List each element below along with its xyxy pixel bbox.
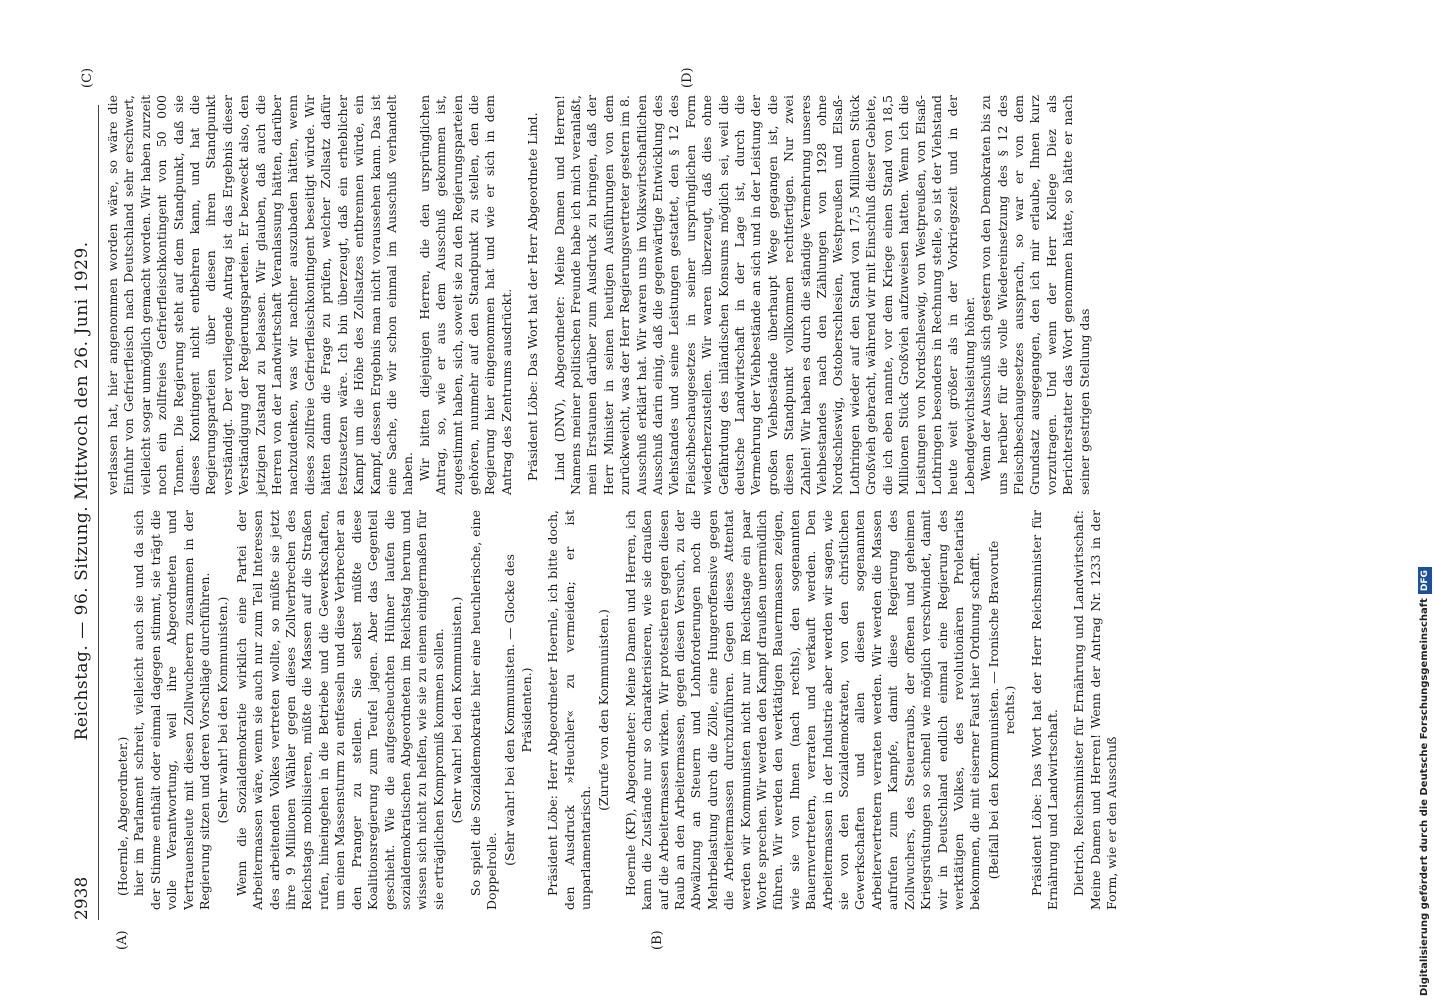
dfg-logo-badge: DFG — [1418, 567, 1432, 594]
text-paragraph: Wenn die Sozialdemokratie wirklich eine Partei der Arbeitermassen wäre, wenn sie auch nur zum Teil Interessen des arbeitenden Volkes vertreten wollte, so müßte sie jetzt ihre 9 Millionen Wähler gegen dieses Zollverbrechen des Reichstags mobilisieren, müßte die Massen auf die Straßen rufen, hineingehen in die Betriebe und die Gewerkschaften, um einen Massensturm zu entfesseln und diese Verbrecher an den Pranger zu stellen. Sie selbst müßte diese Koalitionsregierung zum Teufel jagen. Aber das Gegenteil geschieht. Wie die aufgescheuchten Hühner laufen die sozialdemokratischen Abgeordneten im Reichstag herum und wissen sich nicht zu helfen, wie sie zu einem einigermaßen für sie erträglichen Kompromiß kommen sollen. — [233, 510, 446, 910]
dfg-notice-text — [1418, 6, 1432, 996]
dfg-text: Digitalisierung gefördert durch die Deutsche Forschungsgemeinschaft — [1419, 598, 1430, 996]
margin-mark-d: (D) — [680, 67, 695, 88]
speaker-paragraph: Dietrich, Reichsminister für Ernährung und Landwirtschaft: Meine Damen und Herren! Wenn der Antrag Nr. 1233 in der Form, wie er den Ausschuß — [1071, 510, 1120, 910]
text-paragraph: Wenn der Ausschuß sich gestern von den Demokraten bis zu uns herüber für die volle Wiedereinsetzung des § 12 des Fleischbeschaugesetzes aussprach, so war er von dem Grundsatz ausgegangen, den ich mir erlaube, Ihnen kurz vorzutragen. Und wenn der Herr Kollege Diez als Berichterstatter das Wort genommen hätte, so hätte er nach seiner gestrigen Stellung das — [978, 95, 1092, 495]
interjection: (Sehr wahr! bei den Kommunisten.) — [215, 596, 231, 824]
speaker-paragraph: Präsident Löbe: Herr Abgeordneter Hoernle, ich bitte doch, den Ausdruck »Heuchler« zu vermeiden; er ist unparlamentarisch. — [545, 510, 593, 910]
interjection: (Zurufe von den Kommunisten.) — [596, 609, 612, 811]
margin-mark-c: (C) — [80, 67, 95, 88]
interjection: (Sehr wahr! bei den Kommunisten.) — [449, 596, 465, 824]
session-title: Reichstag. — 96. Sitzung. Mittwoch den 26. Juni 1929. — [72, 241, 92, 741]
page-number: 2938 — [72, 876, 92, 920]
dfg-notice — [1418, 6, 1432, 996]
margin-mark-b: (B) — [650, 930, 665, 950]
interjection: (Sehr wahr! bei den Kommunisten. — Glocke des Präsidenten.) — [502, 554, 534, 866]
speaker-paragraph: Präsident Löbe: Das Wort hat der Herr Abgeordnete Lind. — [525, 112, 541, 481]
margin-mark-a: (A) — [115, 930, 130, 950]
speaker-paragraph: Präsident Löbe: Das Wort hat der Herr Reichsminister für Ernährung und Landwirtschaft. — [1028, 510, 1060, 910]
right-column — [105, 95, 1093, 495]
page-header — [66, 105, 99, 920]
speaker-paragraph: Hoernle (KP), Abgeordneter: Meine Damen und Herren, ich kann die Zustände nur so charakterisieren, wie sie draußen auf die Arbeitermassen wirken. Wir protestieren gegen diesen Raub an den Arbeitermassen, gegen diesen Versuch, zu der Abwälzung an Steuern und Lohnforderungen noch die Mehrbelastung durch die Zölle, eine Hungeroffensive gegen die Arbeitermassen durchzuführen. Gegen dieses Attentat werden wir Kommunisten nicht nur im Reichstage ein paar Worte sprechen. Wir werden den Kampf draußen unermüdlich führen. Wir werden den werktätigen Bauernmassen zeigen, wie sie von Ihnen (nach rechts), den sogenannten Bauernvertretern, verraten und verkauft werden. Den Arbeitermassen in der Industrie aber werden wir sagen, wie sie von den Sozialdemokraten, von den christlichen Gewerkschaften und allen diesen sogenannten Arbeitervertretern verraten werden. Wir werden die Massen aufrufen zum Kampfe, damit diese Regierung des Zollwuchers, des Steuerraubs, der offenen und geheimen Kriegsrüstungen so schnell wie möglich verschwindet, damit wir in Deutschland endlich einmal eine Regierung des werktätigen Volkes, des revolutionären Proletariats bekommen, die mit eiserner Faust hier Ordnung schafft. — [622, 510, 983, 910]
speaker-paragraph: Lind (DNV), Abgeordneter: Meine Damen und Herren! Namens meiner politischen Freunde habe ich mich veranlaßt, mein Erstaunen darüber zum Ausdruck zu bringen, daß der Herr Minister in seinen heutigen Ausführungen von dem zurückweicht, was der Herr Regierungsvertreter gestern im 8. Ausschuß erklärt hat. Wir waren uns im Volkswirtschaftlichen Ausschuß darin einig, daß die gegenwärtige Entwicklung des Viehstandes und seine Leistungen gestattet, den § 12 des Fleischbeschaugesetzes in seiner ursprünglichen Form wiederherzustellen. Wir waren überzeugt, daß dies ohne Gefährdung des inländischen Konsums möglich sei, weil die deutsche Landwirtschaft in der Lage ist, durch die Vermehrung der Viehbestände an sich und in der Leistung der großen Viehbestände überhaupt Wege gegangen ist, die diesen Standpunkt vollkommen rechtfertigen. Nur zwei Zahlen! Wir haben es durch die ständige Vermehrung unseres Viehbestandes nach den Zählungen von 1928 ohne Nordschleswig, Ostoberschlesien, Westpreußen und Elsaß-Lothringen wieder auf den Stand von 17,5 Millionen Stück Großvieh gebracht, während wir mit Einschluß dieser Gebiete, die ich eben nannte, vor dem Kriege einen Stand von 18,5 Millionen Stück Großvieh aufzuweisen hatten. Wenn ich die Leistungen von Nordschleswig, von Westpreußen, von Elsaß-Lothringen besonders in Rechnung stelle, so ist der Viehstand heute weit größer als in der Vorkriegszeit und in der Lebendgewichtsleistung höher. — [551, 95, 977, 495]
speaker-paragraph: (Hoernle, Abgeordneter.) — [115, 736, 130, 896]
interjection: (Beifall bei den Kommunisten. — Ironische Bravorufe rechts.) — [985, 540, 1018, 880]
text-paragraph: Wir bitten diejenigen Herren, die den ursprünglichen Antrag, so, wie er aus dem Ausschuß gekommen ist, zugestimmt haben, sich, soweit sie zu den Regierungsparteien gehören, nunmehr auf den Standpunkt zu stellen, den die Regierung hier eingenommen hat und wie er sich in dem Antrag des Zentrums ausdrückt. — [416, 95, 514, 495]
text-paragraph: So spielt die Sozialdemokratie hier eine heuchlerische, eine Doppelrolle. — [467, 510, 499, 910]
text-paragraph: verlassen hat, hier angenommen worden wäre, so wäre die Einfuhr von Gefrierfleisch nach Deutschland sehr erschwert, vielleicht sogar unmöglich gemacht worden. Wir haben zurzeit noch ein zollfreies Gefrierfleischkontingent von 50 000 Tonnen. Die Regierung steht auf dem Standpunkt, daß sie dieses Kontingent nicht entbehren kann, und hat die Regierungsparteien über diesen ihren Standpunkt verständigt. Der vorliegende Antrag ist das Ergebnis dieser Verständigung der Regierungsparteien. Er bezweckt also, den jetzigen Zustand zu belassen. Wir glauben, daß auch die Herren von der Landwirtschaft Veranlassung hätten, darüber nachzudenken, was wir nachher auszubaden hätten, wenn dieses zollfreie Gefrierfleischkontingent beseitigt würde. Wir hätten dann die Frage zu prüfen, welcher Zollsatz dafür festzusetzen wäre. Ich bin überzeugt, daß ein erheblicher Kampf um die Höhe des Zollsatzes entbrennen würde, ein Kampf, dessen Ergebnis man nicht voraussehen kann. Das ist eine Sache, die wir schon einmal im Ausschuß verhandelt haben. — [105, 95, 416, 495]
left-column — [105, 510, 1121, 910]
text-paragraph: hier im Parlament schreit, vielleicht auch sie und da sich der Stimme enthält oder einmal dagegen stimmt, sie trägt die volle Verantwortung, weil ihre Abgeordneten und Vertrauensleute mit diesen Zollwucherern zusammen in der Regierung sitzen und deren Vorschläge durchführen. — [131, 510, 213, 910]
